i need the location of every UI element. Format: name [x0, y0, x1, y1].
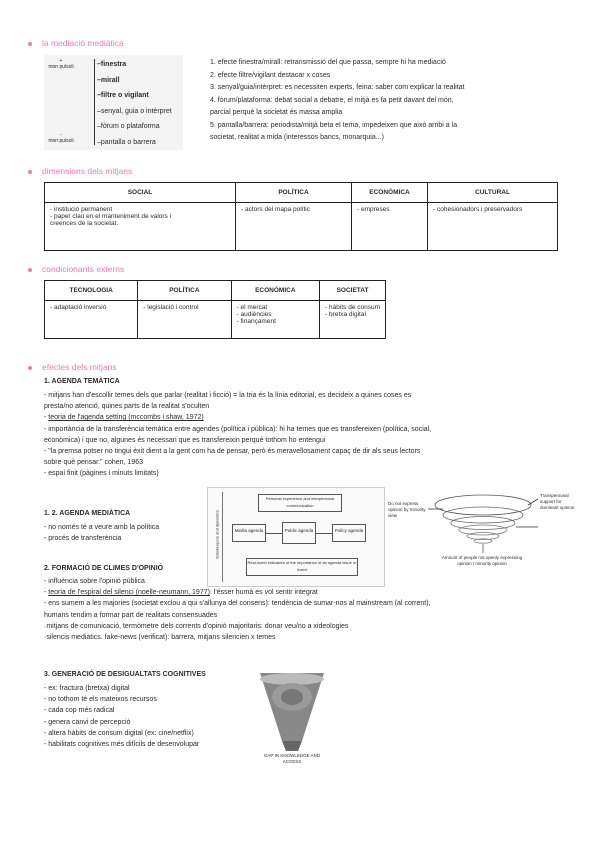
table-header: SOCIETAT [320, 281, 386, 301]
paragraph-line: - ens sumem a les majories (societat exclou a qui s'allunya del consens): tendència de sumar-nos al mainstream (al corrent), [44, 600, 431, 608]
cell-line: creences de la societat. [50, 220, 119, 227]
scale-item: –filtre o vigilant [97, 92, 149, 100]
paragraph-line: presta/no atenció, quines parts de la realitat s'oculten [44, 403, 210, 411]
spiral-of-silence-diagram [388, 487, 578, 587]
bottom-box: Real-world indicators of the importance of an agenda issue or event [246, 558, 358, 576]
list-item: societat, realitat a mida (interessos bancs, monarquia...) [210, 134, 384, 141]
list-item: 3. senyal/guia/intèrpret: es necessiten experts, feina: saber com explicar la realitat [210, 84, 465, 91]
table-header: ECONÒMICA [231, 281, 320, 301]
scale-item: –finestra [97, 61, 127, 68]
table-cell [320, 301, 386, 339]
cell-line: - el mercat [236, 304, 268, 311]
bullet-dot-icon [28, 42, 32, 46]
section-title-mediacio: la mediació mediàtica [28, 38, 124, 48]
scale-item: –mirall [97, 76, 120, 84]
cognitive-gap-funnel [258, 671, 326, 771]
scale-bottom-label: - mon pulsoli [48, 132, 74, 144]
table-header: ECONÒMICA [352, 183, 428, 203]
subheading-desigualtats: 3. GENERACIÓ DE DESIGUALTATS COGNITIVES [44, 671, 206, 678]
cell-line: - adaptació inversió [50, 304, 107, 311]
list-item: 4. fòrum/plataforma: debat social a debatre, el mitjà es fa petit davant del món, [210, 96, 454, 104]
paragraph-line: - "la premsa potser no tingui èxit dient a la gent com ha de pensar, però és meravellosament capaç de dir als seus lectors [44, 448, 421, 456]
paragraph-line: - teoria de l'espiral del silenci (noelle-neumann, 1977): l'ésser humà es vol sentir integrat [44, 589, 318, 597]
paragraph-line: ·silencis mediàtics. fake-news (verificat): barrera, mitjans silencien x temes [44, 634, 276, 642]
cell-line: - actors del mapa polític [241, 206, 311, 213]
cell-line: - paper clau en el manteniment de valors i [50, 213, 172, 220]
subheading-climes-opinio: 2. FORMACIÓ DE CLIMES D'OPINIÓ [44, 565, 164, 572]
paragraph-line: - genera canvi de percepció [44, 718, 131, 726]
paragraph-line: - teoria de l'agenda setting (mccombs i shaw, 1972) [44, 414, 204, 422]
scale-item: –pantalla o barrera [97, 138, 156, 146]
agenda-tematica-text [44, 390, 564, 480]
table-header: POLÍTICA [236, 183, 352, 203]
table-cell [236, 203, 352, 251]
paragraph-line: - no només té a veure amb la política [44, 524, 160, 531]
table-cell [45, 203, 236, 251]
subheading-agenda-mediatica: 1. 2. AGENDA MEDIÀTICA [44, 510, 131, 517]
paragraph-line: - procés de transferència [44, 535, 122, 543]
cell-line: - finançament [236, 318, 276, 325]
list-item: 1. efecte finestra/mirall: retransmissió del que passa, sempre hi ha mediació [210, 59, 446, 66]
bullet-dot-icon [28, 366, 32, 370]
policy-agenda-box: Policy agenda [332, 524, 366, 542]
amount-label: Amount of people not openly expressing opinion / minority opinion [441, 555, 523, 566]
list-item: 5. pantalla/barrera: periodista/mitjà beta el tema, impedeixen que això arribi a la [210, 121, 458, 129]
cell-line: - hàbits de consum [325, 304, 380, 311]
table-header: POLÍTICA [138, 281, 231, 301]
public-agenda-box: Public agenda [282, 522, 316, 544]
table-header: TECNOLOGIA [45, 281, 138, 301]
agenda-mediatica-text [44, 522, 159, 544]
paragraph-line: - no tothom té els mateixos recursos [44, 696, 157, 704]
table-header: SOCIAL [45, 183, 236, 203]
top-box: Personal experience and interpersonal communication [258, 494, 342, 512]
paragraph-line: humans tendim a formar part de realitats consensuades [44, 611, 218, 619]
table-cell [138, 301, 231, 339]
table-cell [352, 203, 428, 251]
paragraph-line: - mitjans han d'escollir temes dels que parlar (realitat i ficció) = la tria és la línia editorial, es decideix a quines coses es [44, 392, 412, 399]
table-header: CULTURAL [428, 183, 558, 203]
cell-line: - audiències [236, 311, 272, 318]
dimensions-table [44, 182, 558, 251]
cell-line: - bretxa digital [325, 311, 366, 318]
minority-label: Do not express opinion by minority view [388, 501, 426, 518]
paragraph-line: - habilitats cognitives més difícils de desenvolupar [44, 741, 200, 749]
media-agenda-box: Media agenda [232, 524, 266, 542]
paragraph-line: - influència sobre l'opinió pública [44, 578, 145, 585]
list-item: 2. efecte filtre/vigilant destacar x coses [210, 71, 331, 79]
bullet-dot-icon [28, 170, 32, 174]
paragraph-line: ·mitjans de comunicació, termòmetre dels corrents d'opinió majoritaris: donar veu/no a xideologies [44, 622, 349, 630]
paragraph-line: - espai finit (pàgines i minuts limitats) [44, 470, 159, 478]
scale-axis-line [94, 59, 95, 145]
subheading-agenda-tematica: 1. AGENDA TEMÀTICA [44, 378, 120, 385]
paragraph-line: - altera hàbits de consum digital (ex: cine/netflix) [44, 729, 194, 737]
mediation-scale-box [44, 55, 183, 150]
scale-top-label: + mon pulsoli [48, 58, 74, 70]
mediation-list [210, 57, 464, 145]
cell-line: - institució permanent [50, 206, 113, 213]
bullet-dot-icon [28, 268, 32, 272]
section-title-condicionants: condicionants externs [28, 264, 124, 274]
agenda-setting-diagram [207, 487, 385, 587]
table-cell [231, 301, 320, 339]
section-title-efectes: efectes dels mitjans [28, 362, 117, 372]
cell-line: - empreses [357, 206, 390, 213]
section-title-dimensions: dimensions dels mitjans [28, 166, 132, 176]
paragraph-line: - cada cop més radical [44, 707, 115, 715]
cell-line: - cohesionadors i preservadors [433, 206, 523, 213]
cell-line: - legislació i control [143, 304, 199, 311]
paragraph-line: - importància de la transferència temàtica entre agendes (política i pública): hi ha temes que es transfereixen (política, social, [44, 425, 432, 433]
table-cell [45, 301, 138, 339]
desigualtats-text [44, 683, 199, 750]
table-cell [428, 203, 558, 251]
paragraph-line: - ex: fractura (bretxa) digital [44, 685, 130, 692]
paragraph-line: econòmica) i que no, algunes és necessari que es transfereixin perquè tothom ho entengui [44, 436, 326, 444]
funnel-bottom-label: GAP IN KNOWLEDGE AND ACCESS [263, 753, 321, 764]
condicionants-table [44, 280, 386, 339]
support-label: Transpersonal support for dominant opinion [540, 493, 575, 510]
scale-item: –fòrum o plataforma [97, 123, 160, 131]
list-item: parcial perquè la societat és massa amplia [210, 109, 343, 116]
paragraph-line: sobre què pensar." cohen, 1963 [44, 459, 144, 467]
gatekeepers-label: Gatekeepers and dynamics [214, 510, 220, 559]
scale-item: –senyal, guia o intèrpret [97, 107, 172, 115]
